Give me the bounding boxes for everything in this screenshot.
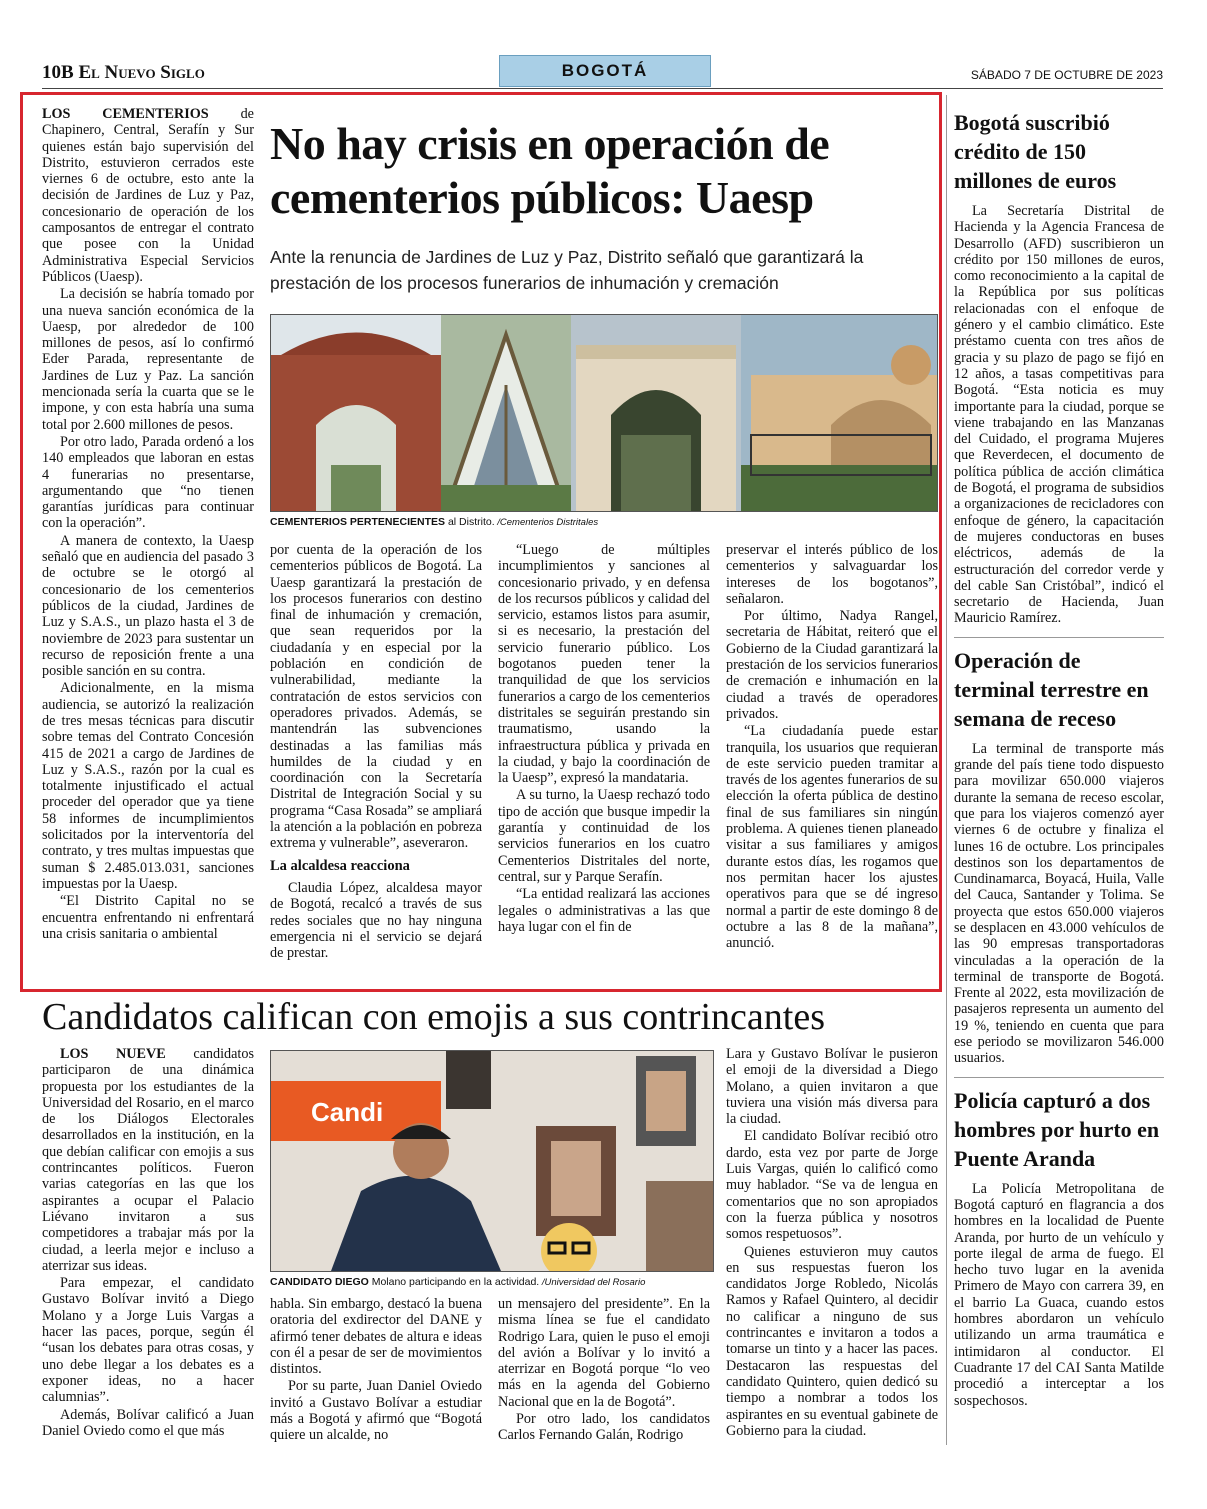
column-divider	[946, 95, 947, 1445]
cemetery-photo	[270, 314, 938, 512]
sidebar-body-2: La terminal de transporte más grande del país tiene todo dispuesto para movilizar 650.000 viajeros durante la semana de receso escolar, que para los viajeros comenzó ayer viernes 6 de octubre y finaliza el lunes 16 de octubre. Los principales destinos son los departamentos de Cundinamarca, Boyacá, Huila, Valle del Cauca, Santander y Tolima. Se proyecta que estos 650.000 viajeros se desplacen en 43.000 vehículos de las 90 empresas transportadoras vinculadas a la operación de la terminal de transporte de Bogotá. Frente al 2022, esta movilización de pasajeros representa un aumento del 19 %, teniendo en cuenta que para ese periodo se movilizaron 546.000 usuarios.	[954, 740, 1164, 1067]
sidebar-headline-3: Policía capturó a dos hombres por hurto en Puente Aranda	[954, 1087, 1160, 1171]
main-column-4: preservar el interés público de los cementerios y salvaguardar los intereses de los bogotanos”, señalaron. Por último, Nadya Rangel, secretaria de Hábitat, reiteró que el Gobierno de la Ciudad garantizará la prestación de los servicios funerarios de cremación e inhumación en la ciudad a través de operadores privados. “La ciudadanía puede estar tranquila, los usuarios que requieran de este servicio pueden tramitar a través de los agentes funerarios de su elección la oferta pública de destino final de sus familiares sin ningún problema. A quienes tienen planeado visitar a sus familiares y amigos durante estos días, les rogamos que nos permitan hacer los ajustes operativos para que se dé ingreso normal a partir de este domingo 8 de octubre a las 8 de la mañana”, anunció.	[726, 542, 938, 952]
sidebar	[954, 108, 1164, 1410]
issue-date: SÁBADO 7 DE OCTUBRE DE 2023	[970, 68, 1163, 82]
photo-sign-text: Candi	[311, 1097, 384, 1127]
page-number-brand: 10B El Nuevo Siglo	[42, 62, 205, 83]
second-column-2: habla. Sin embargo, destacó la buena oratoria del exdirector del DANE y afirmó tener debates de altura e ideas con él a pesar de ser de movimientos distintos. Por su parte, Juan Daniel Oviedo invitó a Gustavo Bolívar a estudiar más a Bogotá y afirmó que “Bogotá quiere un alcalde, no	[270, 1296, 482, 1444]
second-headline: Candidatos califican con emojis a sus contrincantes	[42, 996, 825, 1038]
main-headline: No hay crisis en operación de cementerios públicos: Uaesp	[270, 118, 830, 223]
sidebar-headline-1: Bogotá suscribió crédito de 150 millones de euros	[954, 110, 1117, 193]
sidebar-rule	[954, 637, 1164, 638]
glass-chapel	[441, 315, 571, 511]
main-photo-caption: CEMENTERIOS PERTENECIENTES al Distrito. /Cementerios Distritales	[270, 516, 599, 528]
sidebar-body-3: La Policía Metropolitana de Bogotá capturó en flagrancia a dos hombres en la localidad de Puente Aranda, por hurto de un vehículo y porte ilegal de arma de fuego. El hecho tuvo lugar en la avenida Primero de Mayo con carrera 39, en el barrio La Guaca, cuando estos hombres abordaron un vehículo utilizando un arma traumática e intimidaron al conductor. El Cuadrante 17 del CAI Santa Matilde procedió a interceptar a los sospechosos.	[954, 1180, 1164, 1409]
main-column-2: por cuenta de la operación de los cementerios públicos de Bogotá. La Uaesp garantizará la prestación de los procesos funerarios con destino final de inhumación y cremación, que sean requeridos por la ciudadanía y en especial por la población en condición de vulnerabilidad, mediante la contratación de estos servicios con operadores privados. Además, se mantendrán las subvenciones destinadas a las familias más humildes de la ciudad y en coordinación con la Secretaría Distrital de Integración Social y su programa “Casa Rosada” se ampliará la atención a la población en pobreza extrema y vulnerable”, aseveraron. La alcaldesa reacciona Claudia López, alcaldesa mayor de Bogotá, recalcó a través de sus redes sociales que no hay ninguna emergencia ni el servicio se dejará de prestar.	[270, 542, 482, 962]
stone-gate	[571, 315, 741, 511]
debate-photo	[270, 1050, 714, 1272]
second-column-4: Lara y Gustavo Bolívar le pusieron el emoji de la diversidad a Diego Molano, a quien invitaron a que tuviera una visión más diversa para la ciudad. El candidato Bolívar recibió otro dardo, esta vez por parte de Jorge Luis Vargas, quién lo calificó como muy hablador. “Se va de lengua en comentarios que no son apropiados con la fuerza pública y nosotros somos respetuosos”. Quienes estuvieron muy cautos en sus respuestas fueron los candidatos Jorge Robledo, Nicolás Ramos y Rafael Quintero, al decidir no calificar a ninguno de sus contrincantes e invitaron a todos a tomarse un tinto y a hacer las paces. Destacaron las respuestas del candidato Quintero, quien dedicó su tiempo a nombrar a todos los aspirantes en su eventual gabinete de Gobierno para la ciudad.	[726, 1046, 938, 1439]
header-rule	[42, 88, 1163, 89]
main-column-1: LOS CEMENTERIOS de Chapinero, Central, Serafín y Sur quienes están bajo supervisión del Distrito, estuvieron cerrados este viernes 6 de octubre, esto ante la decisión de Jardines de Luz y Paz, concesionario de operación de los camposantos de entregar el contrato que posee con la Unidad Administrativa Especial Servicios Públicos (Uaesp). La decisión se habría tomado por una nueva sanción económica de la Uaesp, por alrededor de 100 millones de pesos, así lo confirmó Eder Parada, representante de Jardines de Luz y Paz. La sanción mencionada sería la cuarta que se le impone, y con esta habría una suma total por 2.600 millones de pesos. Por otro lado, Parada ordenó a los 140 empleados que laboran en estas 4 funerarias no presentarse, argumentando que “no tienen garantías jurídicas para continuar con la operación”. A manera de contexto, la Uaesp señaló que en audiencia del pasado 3 de octubre se le otorgó al concesionario de los cementerios públicos de la ciudad, Jardines de Luz y S.A.S., un plazo hasta el 3 de noviembre de 2023 para sustentar un recurso de reposición frente a una posible sanción en su contra. Adicionalmente, en la misma audiencia, se autorizó la realización de tres mesas técnicas para discutir sobre temas del Contrato Concesión 415 de 2021 a cargo de Jardines de Luz y S.A.S., razón por la cual es totalmente injustificado el actual proceder del operador que ya tiene 58 informes de incumplimientos solicitados por la interventoría del contrato, y tres multas impuestas que suman $ 2.485.013.031, sanciones impuestas por la Uaesp. “El Distrito Capital no se encuentra enfrentando ni enfrentará una crisis sanitaria o ambiental	[42, 106, 254, 942]
brick-arch	[271, 333, 441, 512]
subheading: La alcaldesa reacciona	[270, 857, 410, 874]
second-column-1: LOS NUEVE candidatos participaron de una dinámica propuesta por los estudiantes de la Universidad del Rosario, en el marco de los Diálogos Electorales desarrollados en la institución, en la que debían calificar con emojis a sus contrincantes políticos. Fueron varias categorías en las que los aspirantes a ocupar el Palacio Liévano invitaron a sus competidores a trabajar más por la ciudad, a leerla mejor e incluso a aterrizar sus ideas. Para empezar, el candidato Gustavo Bolívar invitó a Diego Molano y a Jorge Luis Vargas a hacer las paces, porque, según él “usan los debates para otras cosas, y uno debe llegar a los debates es a exponer ideas, no a hacer calumnias”. Además, Bolívar calificó a Juan Daniel Oviedo como el que más	[42, 1046, 254, 1439]
sidebar-body-1: La Secretaría Distrital de Hacienda y la Agencia Francesa de Desarrollo (AFD) suscribieron un crédito por 150 millones de euros, como reconocimiento a la capital de la República por sus políticas relacionadas con el enfoque de género y el cambio climático. Este préstamo cuenta con tres años de gracia y su plazo de pago se fijó en 12 años, a tasas competitivas para Bogotá. “Esta noticia es muy importante para la ciudad, porque se viene trabajando en las Manzanas del Cuidado, el programa Mujeres que Reverdecen, el documento de política pública de acción climática de Bogotá, el programa de subsidios a organizaciones de recicladores con enfoque de género, la capacitación de mujeres conductoras en buses eléctricos, además de la estructuración del corredor verde y del cable San Cristóbal”, indicó el secretario de Hacienda, Juan Mauricio Ramírez.	[954, 203, 1164, 627]
modern-building	[741, 315, 937, 511]
lead-in: LOS CEMENTERIOS	[42, 106, 209, 122]
section-label: BOGOTÁ	[499, 55, 711, 87]
main-deck: Ante la renuncia de Jardines de Luz y Paz, Distrito señaló que garantizará la prestación de los procesos funerarios de inhumación y cremación	[270, 247, 864, 293]
second-column-3: un mensajero del presidente”. En la misma línea se fue el candidato Rodrigo Lara, quien le puso el emoji del avión a Bolívar y lo invitó a aterrizar en Bogotá porque “lo veo más en la agenda del Gobierno Nacional que en la de Bogotá”. Por otro lado, los candidatos Carlos Fernando Galán, Rodrigo	[498, 1296, 710, 1444]
second-photo-caption: CANDIDATO DIEGO Molano participando en la actividad. /Universidad del Rosario	[270, 1276, 646, 1288]
main-column-3: “Luego de múltiples incumplimientos y sanciones al concesionario privado, y en defensa de los recursos públicos y calidad del servicio, estamos listos para asumir, si es necesario, la prestación del servicio funerario público. Los bogotanos pueden tener la tranquilidad de que los servicios funerarios a cargo de los cementerios distritales se seguirán prestando sin traumatismo, usando la infraestructura pública y privada en la ciudad, y bajo la coordinación de la Uaesp”, expresó la mandataria. A su turno, la Uaesp rechazó todo tipo de acción que busque impedir la garantía y continuidad de los servicios funerarios en los cuatro Cementerios Distritales del norte, central, sur y Parque Serafín. “La entidad realizará las acciones legales o administrativas a las que haya lugar con el fin de	[498, 542, 710, 935]
sidebar-headline-2: Operación de terminal terrestre en semana de receso	[954, 647, 1149, 731]
sidebar-rule	[954, 1077, 1164, 1078]
